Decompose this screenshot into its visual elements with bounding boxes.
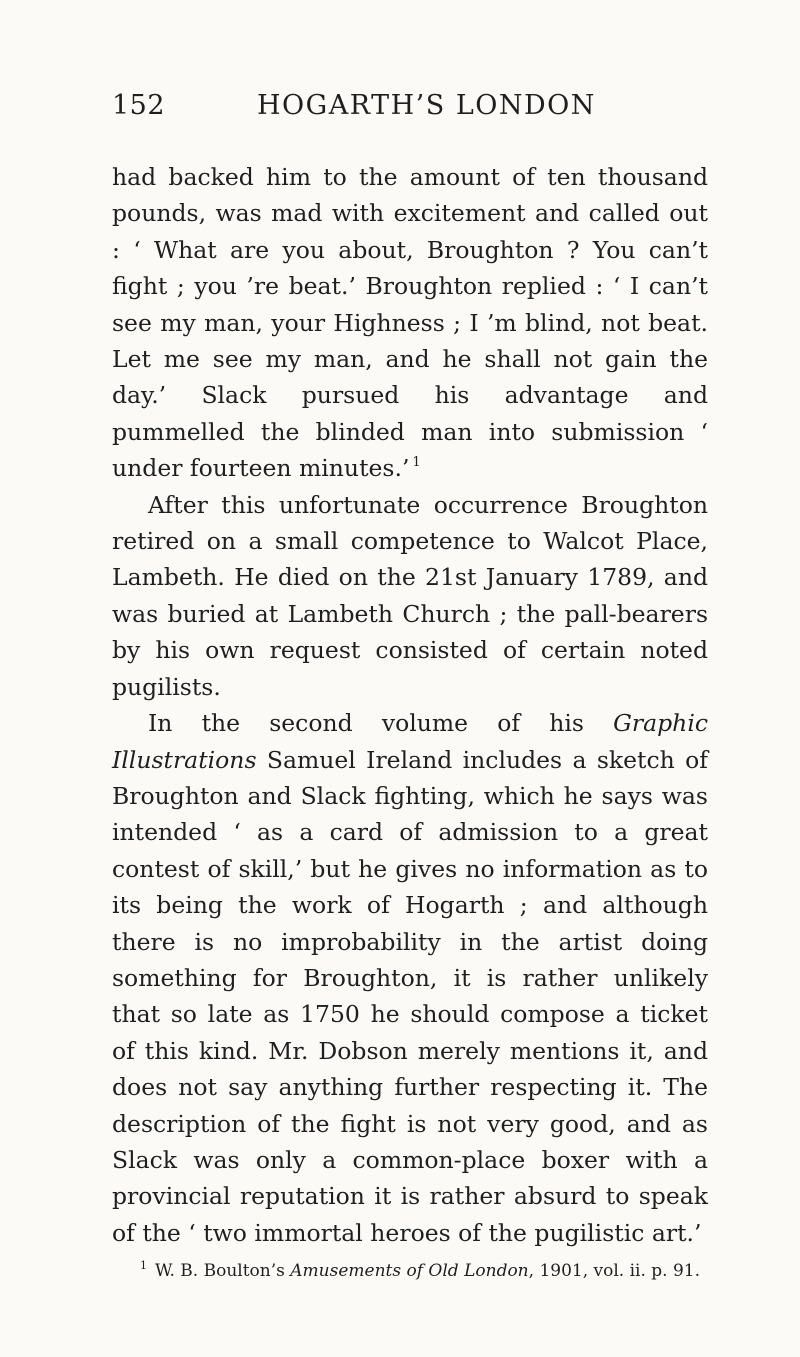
body-text: [112, 159, 708, 1251]
running-title: HOGARTH’S LONDON: [257, 90, 596, 121]
paragraph-3-text-before: In the second volume of his: [148, 709, 614, 738]
page-header: [112, 90, 708, 140]
paragraph-1-text: had backed him to the amount of ten thousand pounds, was mad with excitement and called out : ‘ What are you about, Broughton ? You can’t fight ; you ’re beat.’ Broughton replied : ‘ I can’t see my man, your Highness ; I ’m blind, not beat. Let me see my man, and he shall not gain the day.’ Slack pursued his advantage and pummelled the blinded man into submission ‘ under fourteen minutes.’: [112, 163, 708, 483]
paragraph-3-text-after: Samuel Ireland includes a sketch of Broughton and Slack fighting, which he says was intended ‘ as a card of admission to a great contest of skill,’ but he gives no information as to its being the work of Hogarth ; and although there is no improbability in the artist doing something for Broughton, it is rather unlikely that so late as 1750 he should compose a ticket of this kind. Mr. Dobson merely mentions it, and does not say anything further respecting it. The description of the fight is not very good, and as Slack was only a common-place boxer with a provincial reputation it is rather absurd to speak of the ‘ two immortal heroes of the pugilistic art.’: [112, 745, 708, 1247]
footnote-title-italic: Amusements of Old London: [290, 1261, 529, 1281]
footnote: [140, 1253, 708, 1284]
footnote-text-after: , 1901, vol. ii. p. 91.: [528, 1261, 701, 1281]
footnote-reference[interactable]: 1: [412, 455, 421, 471]
paragraph-3: [112, 705, 708, 1251]
paragraph-1: [112, 159, 708, 487]
page-number: 152: [112, 90, 166, 121]
footnote-text-before: W. B. Boulton’s: [155, 1261, 291, 1281]
paragraph-2: After this unfortunate occurrence Broughton retired on a small competence to Walcot Place, Lambeth. He died on the 21st January 1789, and was buried at Lambeth Church ; the pall-bearers by his own request consisted of certain noted pugilists.: [112, 490, 708, 701]
footnote-mark: 1: [140, 1259, 147, 1272]
book-title-italic: Graphic Illustrations: [112, 709, 708, 774]
